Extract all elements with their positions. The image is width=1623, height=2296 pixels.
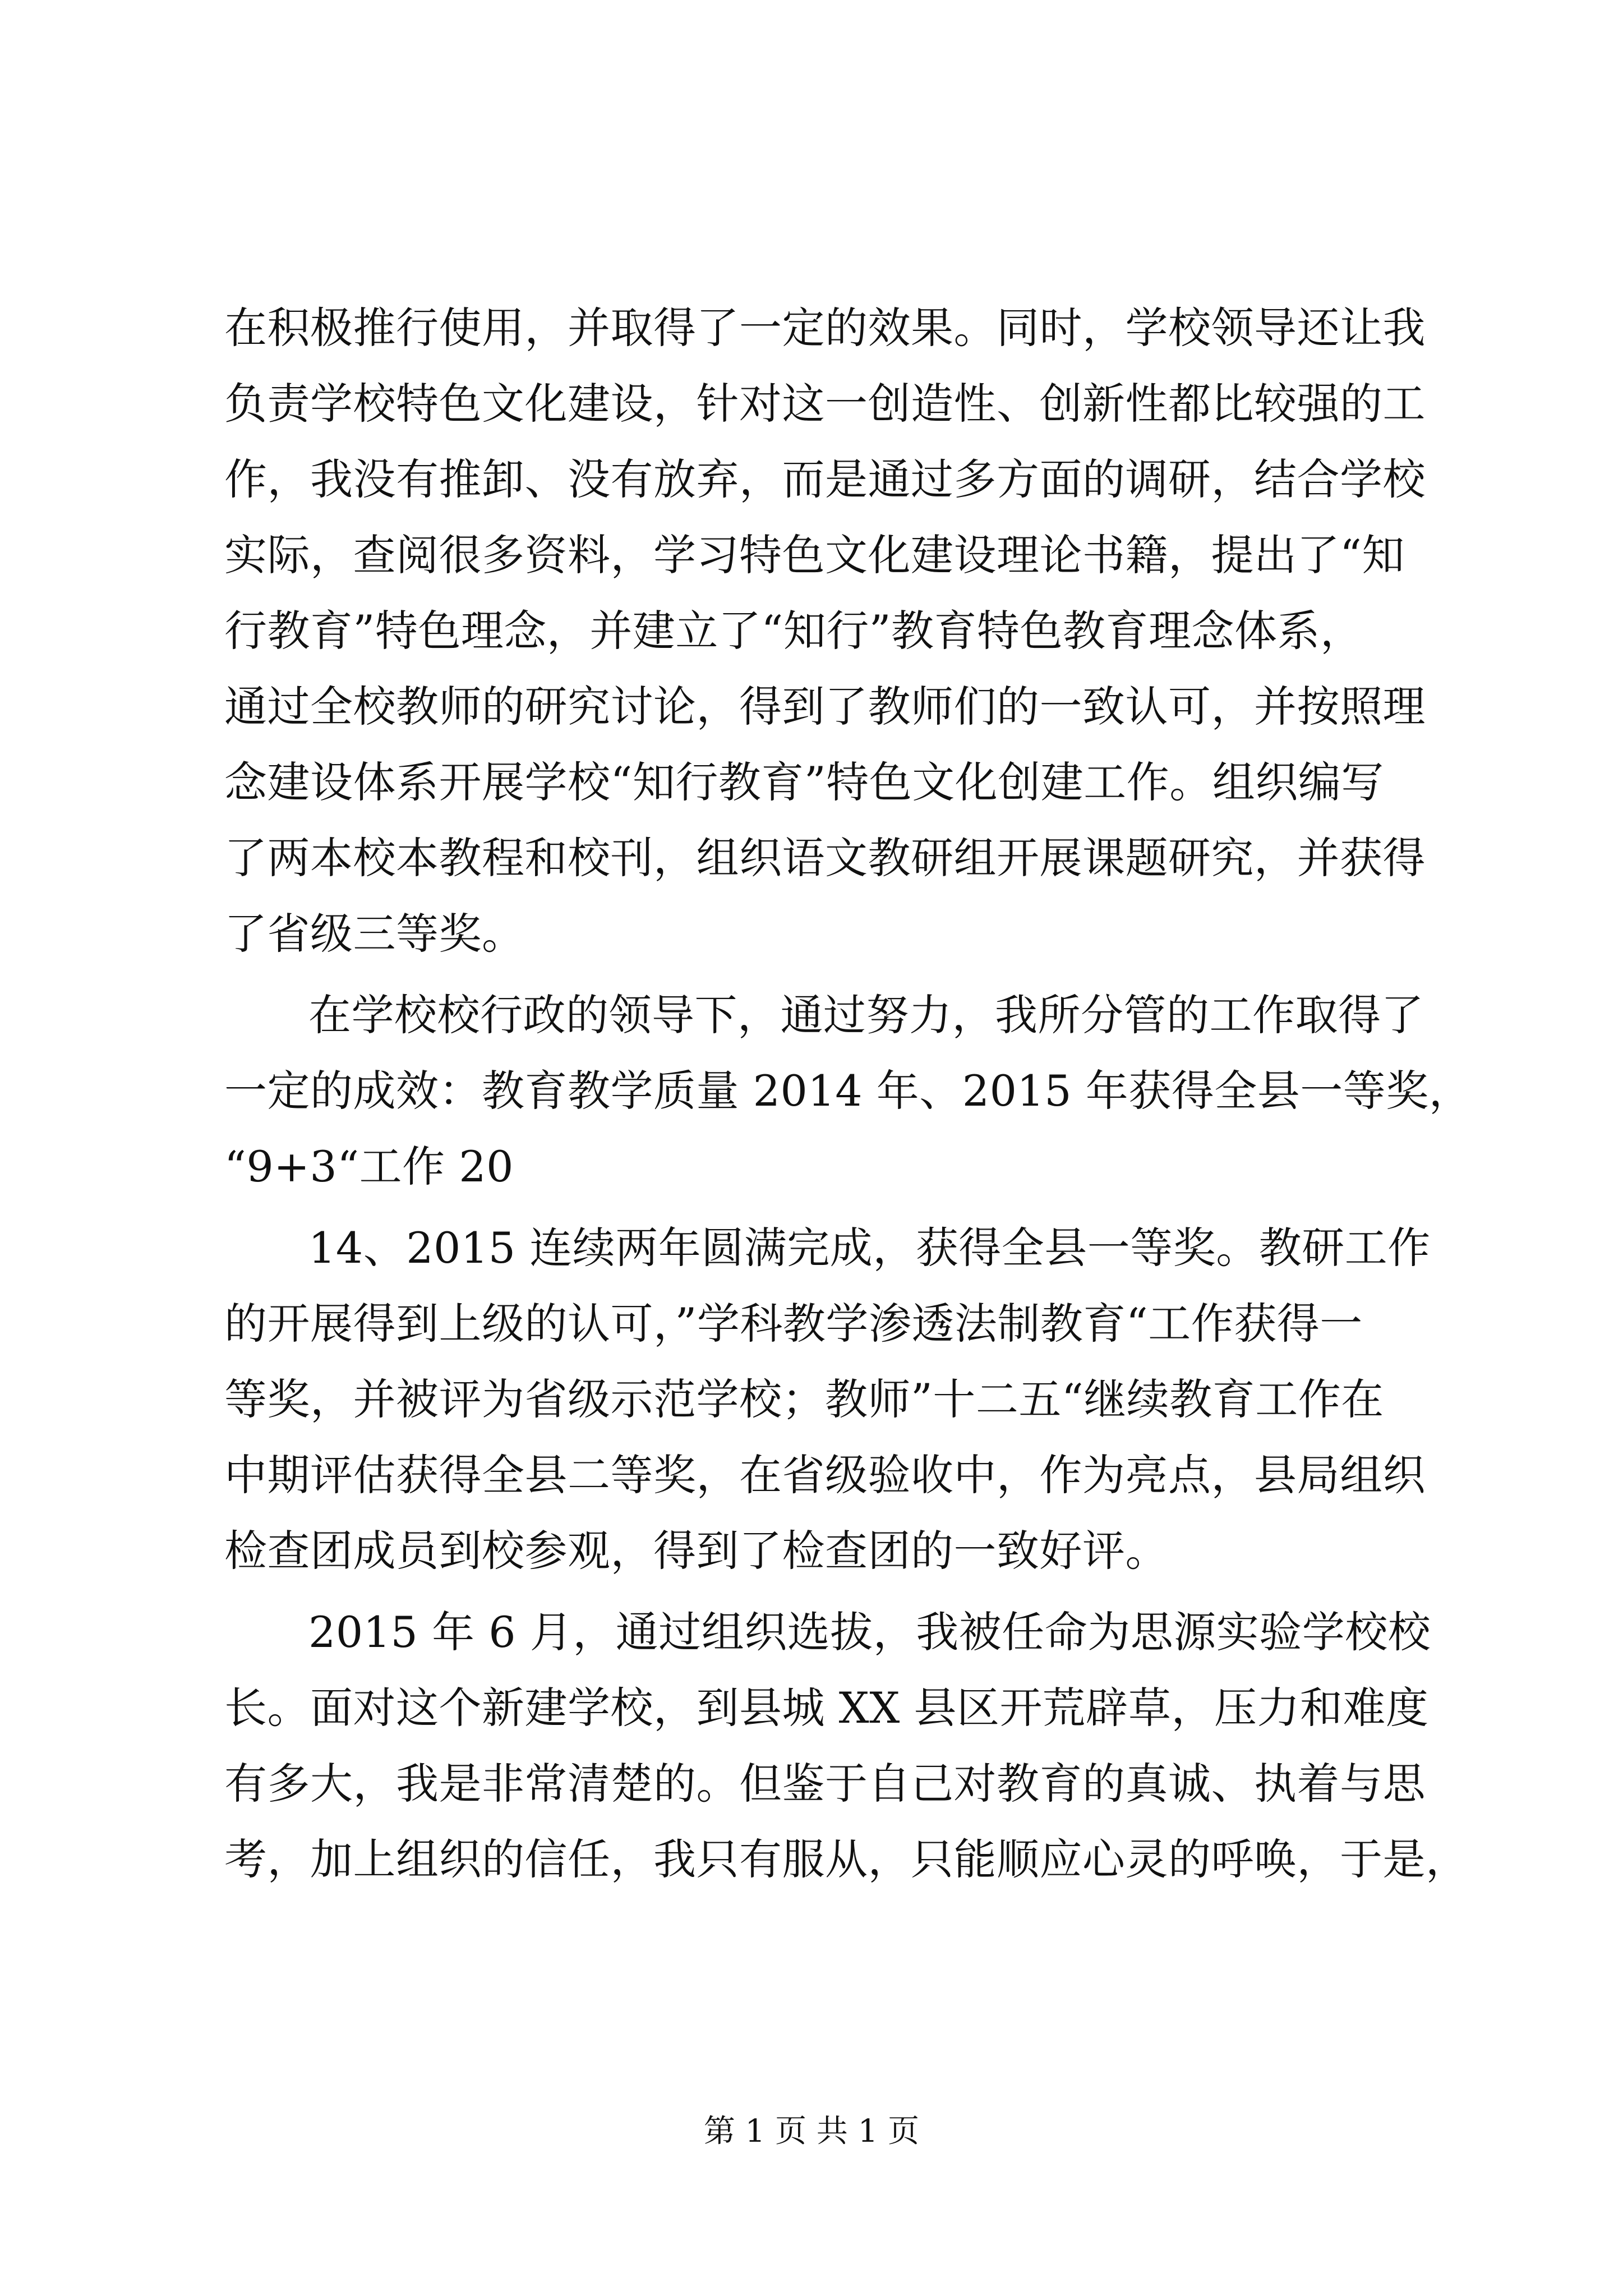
text-line: 检查团成员到校参观，得到了检查团的一致好评。 xyxy=(224,1526,1168,1576)
paragraph-start-line: 14、2015 连续两年圆满完成，获得全县一等奖。教研工作 xyxy=(308,1223,1431,1273)
text-line: 了省级三等奖。 xyxy=(224,909,525,959)
text-line: 负责学校特色文化建设，针对这一创造性、创新性都比较强的工 xyxy=(224,379,1426,429)
text-line: 了两本校本教程和校刊，组织语文教研组开展课题研究，并获得 xyxy=(224,833,1426,883)
text-line: 中期评估获得全县二等奖，在省级验收中，作为亮点，县局组织 xyxy=(224,1450,1426,1500)
text-line: 作，我没有推卸、没有放弃，而是通过多方面的调研，结合学校 xyxy=(224,454,1426,504)
text-line: 等奖，并被评为省级示范学校；教师”十二五“继续教育工作在 xyxy=(224,1374,1384,1424)
text-line: 的开展得到上级的认可，”学科教学渗透法制教育“工作获得一 xyxy=(224,1299,1363,1349)
paragraph-start-line: 2015 年 6 月，通过组织选拔，我被任命为思源实验学校校 xyxy=(308,1607,1431,1657)
text-line: 行教育”特色理念，并建立了“知行”教育特色教育理念体系， xyxy=(224,606,1363,656)
text-line: 考，加上组织的信任，我只有服从，只能顺应心灵的呼唤，于是， xyxy=(224,1834,1469,1884)
text-line: “9+3“工作 20 xyxy=(224,1142,514,1191)
text-line: 有多大，我是非常清楚的。但鉴于自己对教育的真诚、执着与思 xyxy=(224,1759,1426,1809)
text-line: 一定的成效：教育教学质量 2014 年、2015 年获得全县一等奖， xyxy=(224,1066,1472,1116)
text-line: 通过全校教师的研究讨论，得到了教师们的一致认可，并按照理 xyxy=(224,682,1426,731)
text-line: 长。面对这个新建学校，到县城 XX 县区开荒辟草，压力和难度 xyxy=(224,1683,1429,1733)
paragraph-start-line: 在学校校行政的领导下，通过努力，我所分管的工作取得了 xyxy=(308,990,1424,1040)
text-line: 实际，查阅很多资料，学习特色文化建设理论书籍，提出了“知 xyxy=(224,530,1405,580)
text-line: 在积极推行使用，并取得了一定的效果。同时，学校领导还让我 xyxy=(224,303,1426,353)
page-footer: 第 1 页 共 1 页 xyxy=(703,2113,920,2150)
text-line: 念建设体系开展学校“知行教育”特色文化创建工作。组织编写 xyxy=(224,757,1384,807)
